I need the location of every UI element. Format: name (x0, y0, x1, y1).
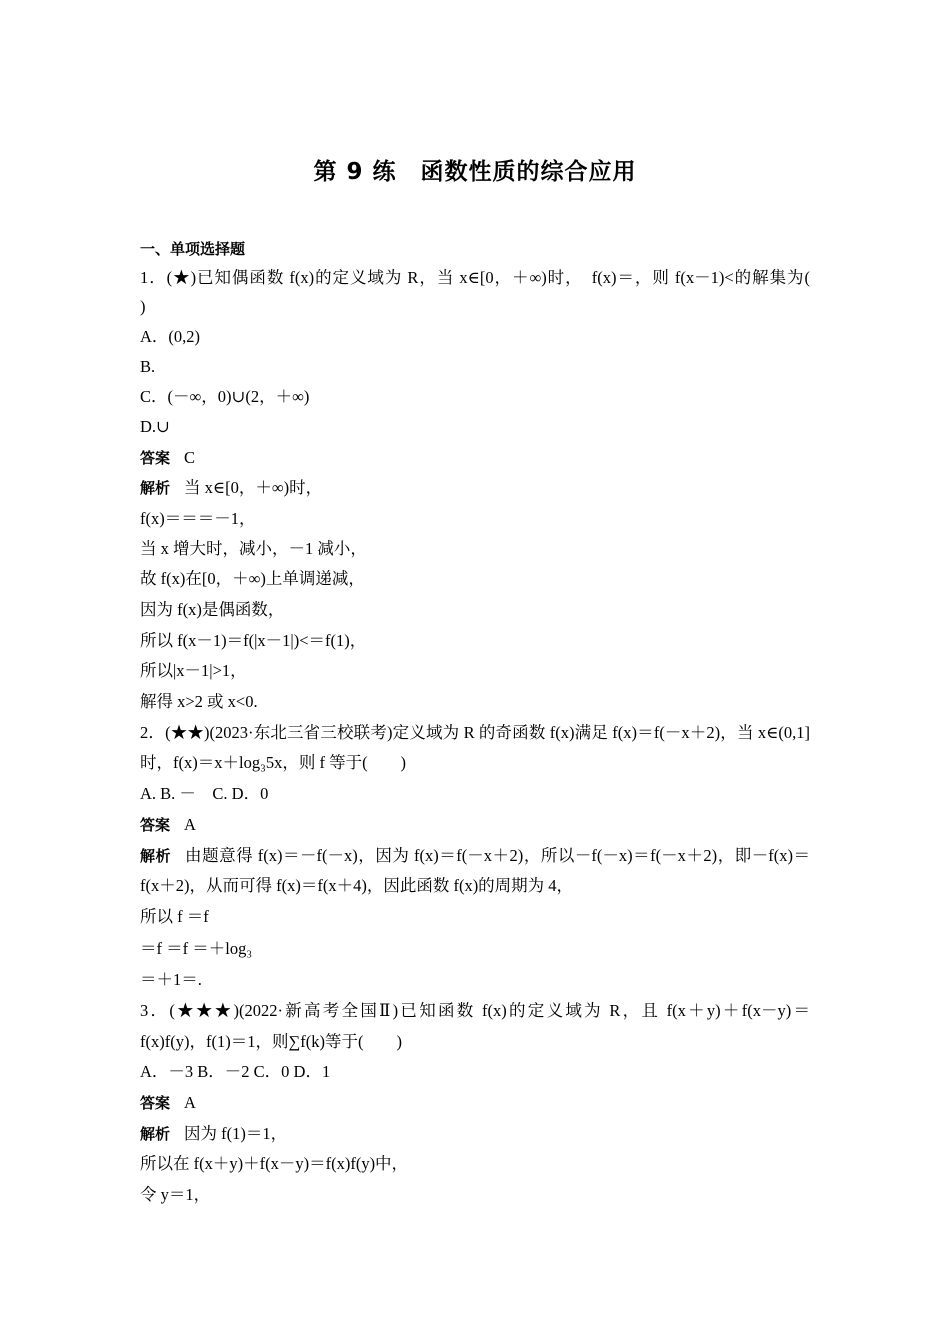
q2-stem-line-1: 2．(★★)(2023·东北三省三校联考)定义域为 R 的奇函数 f(x)满足 f(x)＝f(－x＋2)，当 x∈(0,1] (140, 723, 810, 742)
q1-step: 所以 f(x－1)＝f(|x－1|)<＝f(1)， (140, 631, 367, 650)
q1-step: f(x)＝＝＝－1， (140, 509, 256, 528)
q3-stem-line-1: 3．(★★★)(2022·新高考全国Ⅱ)已知函数 f(x)的定义域为 R，且 f(x＋y)＋f(x－y)＝ (140, 1001, 810, 1020)
q1-option-b: B. (140, 357, 156, 376)
analysis-text: 当 x∈[0，＋∞)时， (184, 478, 323, 497)
q2-step: ＝f ＝f ＝＋log₃ (140, 939, 253, 958)
analysis-label: 解析 (140, 1125, 171, 1143)
q3-answer (140, 1092, 810, 1114)
q2-options: A. B. － C. D．0 (140, 784, 269, 803)
analysis-text: 由题意得 f(x)＝－f(－x)，因为 f(x)＝f(－x＋2)，所以－f(－x)＝f(－x＋2)，即－f(x)＝ (185, 846, 810, 865)
q1-answer (140, 447, 810, 469)
answer-value: A (184, 815, 196, 834)
q1-step: 解得 x>2 或 x<0. (140, 692, 258, 711)
q1-step: 故 f(x)在[0，＋∞)上单调递减， (140, 569, 365, 588)
analysis-label: 解析 (140, 847, 172, 865)
answer-value: A (184, 1093, 196, 1112)
q3-step: 所以在 f(x＋y)＋f(x－y)＝f(x)f(y)中， (140, 1154, 409, 1173)
q3-analysis (140, 1123, 810, 1145)
q1-stem-line-2: ) (140, 297, 146, 316)
analysis-label: 解析 (140, 479, 171, 497)
q2-step: 所以 f ＝f (140, 907, 209, 926)
analysis-text: 因为 f(1)＝1， (184, 1124, 288, 1143)
q3-options: A．－3 B．－2 C．0 D．1 (140, 1062, 331, 1081)
q1-option-c: C．(－∞，0)∪(2，＋∞) (140, 387, 310, 406)
q2-step: f(x＋2)，从而可得 f(x)＝f(x＋4)，因此函数 f(x)的周期为 4， (140, 876, 574, 895)
q1-step: 因为 f(x)是偶函数， (140, 600, 285, 619)
q1-option-d: D.∪ (140, 417, 170, 436)
page-title: 第 9 练 函数性质的综合应用 (313, 159, 637, 185)
answer-label: 答案 (140, 449, 171, 467)
answer-label: 答案 (140, 1094, 171, 1112)
q2-step: ＝＋1＝. (140, 970, 202, 989)
section-heading: 一、单项选择题 (140, 240, 246, 258)
q2-answer (140, 814, 810, 836)
q2-analysis (140, 845, 810, 867)
q1-step: 所以|x－1|>1， (140, 661, 247, 680)
q3-stem-line-2: f(x)f(y)，f(1)＝1，则∑f(k)等于( ) (140, 1032, 402, 1051)
answer-value: C (184, 448, 196, 467)
q2-stem-line-2: 时，f(x)＝x＋log₃5x，则 f 等于( ) (140, 753, 407, 772)
q3-step: 令 y＝1， (140, 1185, 211, 1204)
q1-analysis (140, 477, 810, 499)
q1-step: 当 x 增大时，减小，－1 减小， (140, 539, 367, 558)
q1-option-a: A．(0,2) (140, 327, 201, 346)
q1-stem-line-1: 1．(★)已知偶函数 f(x)的定义域为 R，当 x∈[0，＋∞)时， f(x)＝，则 f(x－1)<的解集为( (140, 268, 810, 287)
answer-label: 答案 (140, 816, 171, 834)
